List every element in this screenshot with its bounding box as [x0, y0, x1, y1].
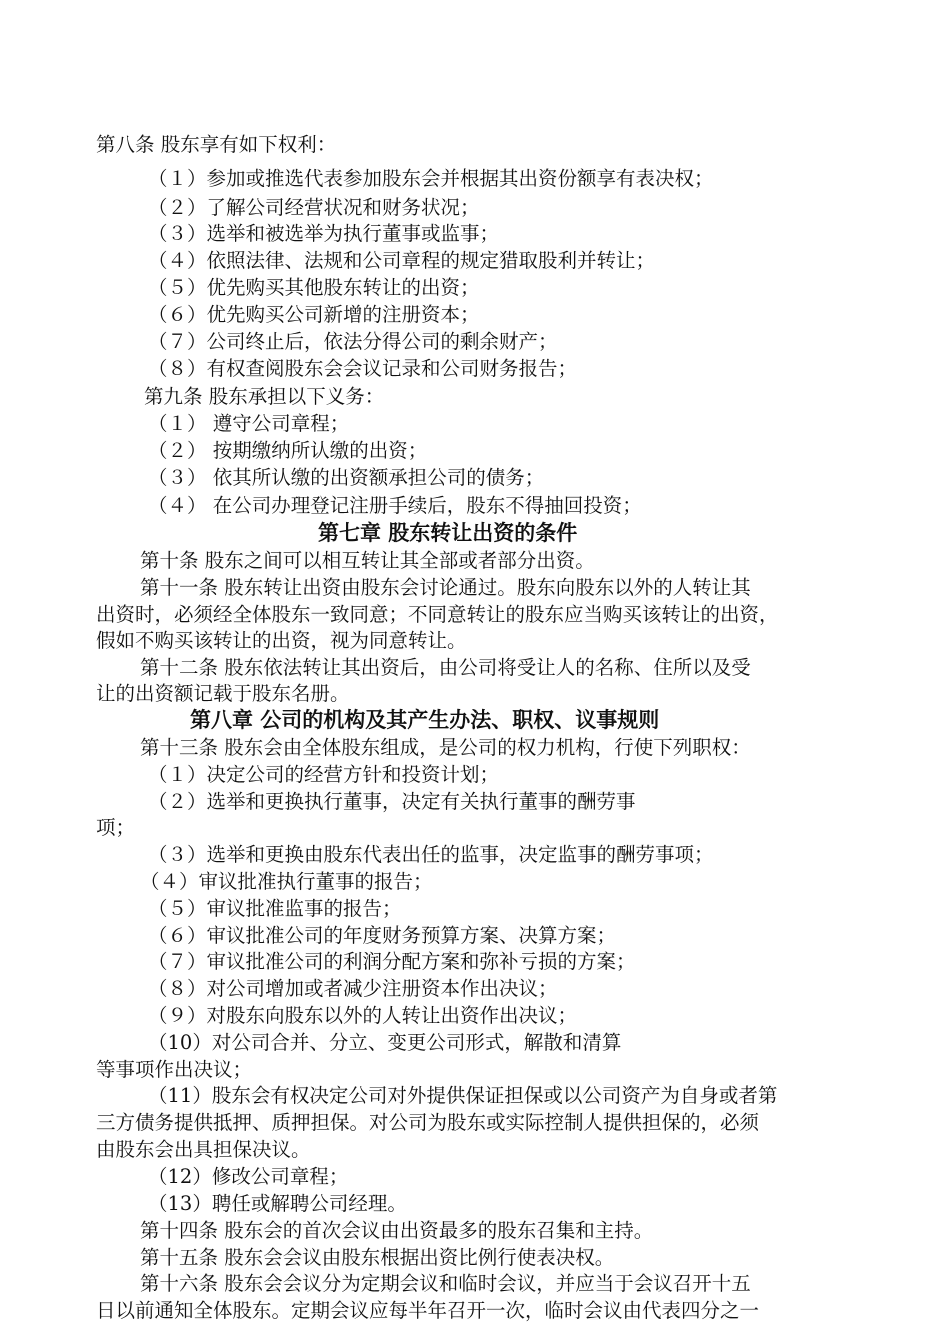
article-8-item: （４）依照法律、法规和公司章程的规定猎取股利并转让； — [148, 249, 656, 272]
chapter-7-heading: 第七章 股东转让出资的条件 — [318, 521, 578, 545]
article-8-item: （７）公司终止后，依法分得公司的剩余财产； — [148, 330, 558, 353]
article-11-line: 假如不购买该转让的出资，视为同意转让。 — [96, 629, 467, 652]
article-13-item: （10）对公司合并、分立、变更公司形式，解散和清算 — [148, 1031, 622, 1054]
article-13-item: （11）股东会有权决定公司对外提供保证担保或以公司资产为自身或者第 — [148, 1084, 778, 1107]
article-9-item: （１） 遵守公司章程； — [148, 412, 350, 435]
article-8-item: （１）参加或推选代表参加股东会并根据其出资份额享有表决权； — [148, 167, 714, 190]
article-13-item: （13）聘任或解聘公司经理。 — [148, 1192, 407, 1215]
article-13-item: （６）审议批准公司的年度财务预算方案、决算方案； — [148, 924, 617, 947]
article-8-item: （３）选举和被选举为执行董事或监事； — [148, 222, 500, 245]
article-13-item: （３）选举和更换由股东代表出任的监事，决定监事的酬劳事项； — [148, 843, 714, 866]
article-13-item: （７）审议批准公司的利润分配方案和弥补亏损的方案； — [148, 950, 636, 973]
article-9-title: 第九条 股东承担以下义务： — [144, 385, 385, 408]
article-8-item: （６）优先购买公司新增的注册资本； — [148, 303, 480, 326]
article-14: 第十四条 股东会的首次会议由出资最多的股东召集和主持。 — [140, 1219, 654, 1242]
article-16-line: 日以前通知全体股东。定期会议应每半年召开一次，临时会议由代表四分之一 — [96, 1299, 760, 1322]
article-12-line: 让的出资额记载于股东名册。 — [96, 682, 350, 705]
article-13-item: 由股东会出具担保决议。 — [96, 1138, 311, 1161]
article-9-item: （４） 在公司办理登记注册手续后，股东不得抽回投资； — [148, 494, 642, 517]
article-8-item: （５）优先购买其他股东转让的出资； — [148, 276, 480, 299]
article-16-line: 第十六条 股东会会议分为定期会议和临时会议，并应当于会议召开十五 — [140, 1272, 751, 1295]
article-13-item: （８）对公司增加或者减少注册资本作出决议； — [148, 977, 558, 1000]
article-13-item: 三方债务提供抵押、质押担保。对公司为股东或实际控制人提供担保的，必须 — [96, 1111, 760, 1134]
article-13-item: （４）审议批准执行董事的报告； — [140, 870, 433, 893]
article-13-item: 项； — [96, 816, 136, 839]
article-13-item: 等事项作出决议； — [96, 1058, 253, 1081]
article-13-item: （９）对股东向股东以外的人转让出资作出决议； — [148, 1004, 578, 1027]
article-13: 第十三条 股东会由全体股东组成，是公司的权力机构，行使下列职权： — [140, 736, 751, 759]
article-11-line: 出资时，必须经全体股东一致同意；不同意转让的股东应当购买该转让的出资， — [96, 603, 779, 626]
article-10: 第十条 股东之间可以相互转让其全部或者部分出资。 — [140, 549, 595, 572]
article-13-item: （12）修改公司章程； — [148, 1165, 349, 1188]
article-9-item: （３） 依其所认缴的出资额承担公司的债务； — [148, 466, 545, 489]
chapter-8-heading: 第八章 公司的机构及其产生办法、职权、议事规则 — [190, 708, 660, 732]
article-8-item: （８）有权查阅股东会会议记录和公司财务报告； — [148, 357, 578, 380]
article-8-item: （２）了解公司经营状况和财务状况； — [148, 196, 480, 219]
article-15: 第十五条 股东会会议由股东根据出资比例行使表决权。 — [140, 1246, 615, 1269]
article-11-line: 第十一条 股东转让出资由股东会讨论通过。股东向股东以外的人转让其 — [140, 576, 751, 599]
article-8-title: 第八条 股东享有如下权利： — [96, 133, 337, 156]
article-13-item: （１）决定公司的经营方针和投资计划； — [148, 763, 500, 786]
article-9-item: （２） 按期缴纳所认缴的出资； — [148, 439, 428, 462]
article-13-item: （５）审议批准监事的报告； — [148, 897, 402, 920]
article-13-item: （２）选举和更换执行董事，决定有关执行董事的酬劳事 — [148, 790, 636, 813]
article-12-line: 第十二条 股东依法转让其出资后，由公司将受让人的名称、住所以及受 — [140, 656, 751, 679]
